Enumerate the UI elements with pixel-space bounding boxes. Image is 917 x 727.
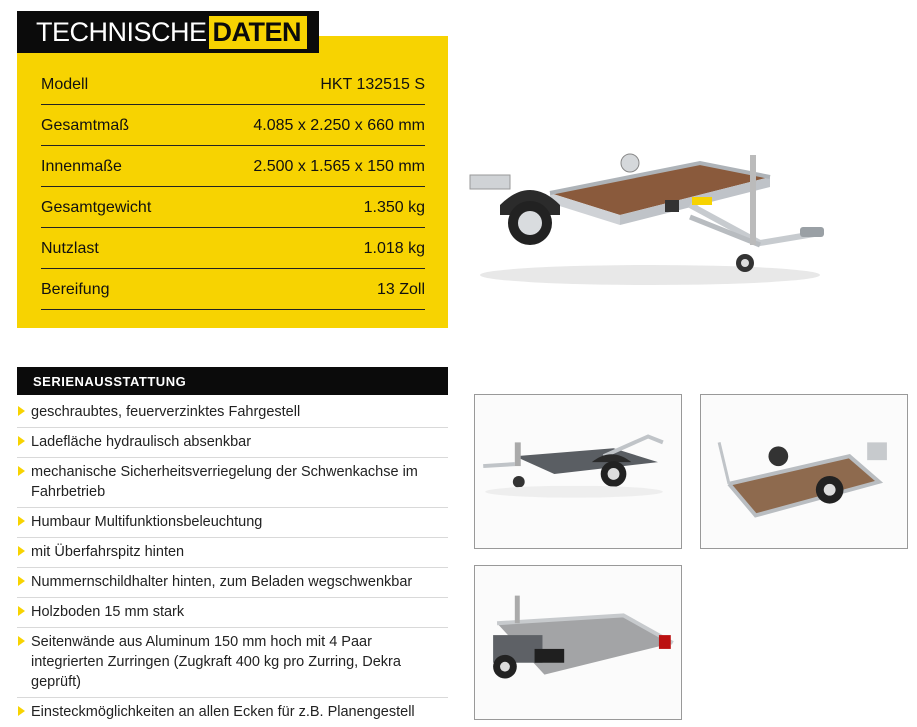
spec-label: Nutzlast: [41, 240, 99, 257]
equipment-list: [17, 398, 448, 727]
spec-value: 1.350 kg: [363, 199, 425, 216]
triangle-bullet-icon: [18, 516, 25, 526]
spec-panel: [17, 36, 448, 328]
spec-row: [41, 146, 425, 187]
trailer-thumbnail-top[interactable]: [700, 394, 908, 549]
trailer-main-image: [460, 135, 840, 295]
list-item-text: mechanische Sicherheitsverriegelung der Schwenkachse im Fahrbetrieb: [31, 464, 418, 500]
list-item-text: Holzboden 15 mm stark: [31, 604, 185, 620]
spec-value: 2.500 x 1.565 x 150 mm: [253, 158, 425, 175]
list-item: [17, 458, 448, 508]
trailer-thumbnail-rear[interactable]: [474, 565, 682, 720]
spec-row: [41, 187, 425, 228]
list-item-text: Humbaur Multifunktionsbeleuchtung: [31, 514, 263, 530]
list-item-text: Ladefläche hydraulisch absenkbar: [31, 434, 252, 450]
spec-value: 13 Zoll: [376, 281, 425, 298]
page-title: [17, 11, 319, 53]
triangle-bullet-icon: [18, 546, 25, 556]
page-title-light: TECHNISCHE: [36, 16, 207, 47]
triangle-bullet-icon: [18, 466, 25, 476]
spec-row: [41, 105, 425, 146]
spec-label: Bereifung: [41, 281, 110, 298]
list-item: [17, 598, 448, 628]
triangle-bullet-icon: [18, 606, 25, 616]
spec-value: 4.085 x 2.250 x 660 mm: [253, 117, 425, 134]
spec-row: [41, 228, 425, 269]
list-item: [17, 628, 448, 698]
list-item-text: Seitenwände aus Aluminum 150 mm hoch mit 4 Paar integrierten Zurringen (Zugkraft 400 kg pro Zurring, Dekra geprüft): [31, 634, 401, 690]
triangle-bullet-icon: [18, 436, 25, 446]
list-item: [17, 698, 448, 727]
trailer-thumbnail-side[interactable]: [474, 394, 682, 549]
page-title-bold: DATEN: [209, 16, 308, 49]
spec-row: [41, 269, 425, 310]
list-item-text: Nummernschildhalter hinten, zum Beladen wegschwenkbar: [31, 574, 413, 590]
list-item: [17, 568, 448, 598]
equipment-section-title: SERIENAUSSTATTUNG: [17, 367, 448, 395]
list-item-text: mit Überfahrspitz hinten: [31, 544, 185, 560]
spec-table: [41, 64, 425, 310]
spec-label: Gesamtgewicht: [41, 199, 152, 216]
triangle-bullet-icon: [18, 406, 25, 416]
spec-label: Innenmaße: [41, 158, 122, 175]
triangle-bullet-icon: [18, 636, 25, 646]
list-item: [17, 538, 448, 568]
list-item: [17, 398, 448, 428]
list-item: [17, 508, 448, 538]
list-item: [17, 428, 448, 458]
spec-value: 1.018 kg: [363, 240, 425, 257]
spec-label: Modell: [41, 76, 89, 93]
triangle-bullet-icon: [18, 706, 25, 716]
list-item-text: geschraubtes, feuerverzinktes Fahrgestell: [31, 404, 301, 420]
spec-row: [41, 64, 425, 105]
spec-label: Gesamtmaß: [41, 117, 130, 134]
spec-value: HKT 132515 S: [320, 76, 425, 93]
list-item-text: Einsteckmöglichkeiten an allen Ecken für z.B. Planengestell: [31, 704, 415, 720]
triangle-bullet-icon: [18, 576, 25, 586]
